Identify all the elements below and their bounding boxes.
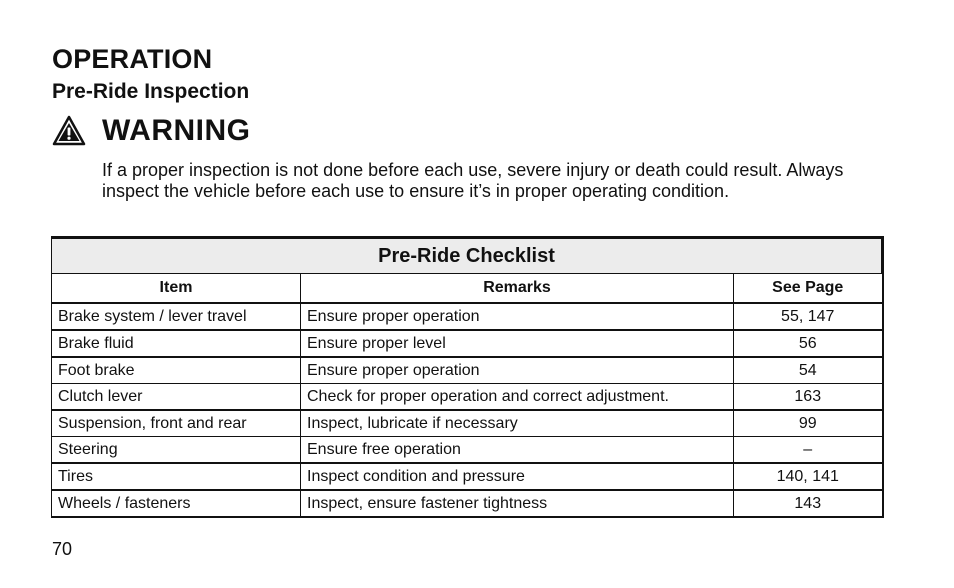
table-row: [52, 303, 883, 330]
page-number: 70: [52, 539, 73, 559]
cell-page: 55, 147: [734, 303, 883, 330]
table-row: [52, 357, 883, 384]
cell-page: 54: [734, 357, 883, 384]
column-header-see-page: See Page: [734, 274, 883, 304]
table-caption-row: [52, 238, 883, 274]
cell-item: Tires: [52, 463, 301, 490]
cell-item: Suspension, front and rear: [52, 410, 301, 437]
warning-title: WARNING: [102, 114, 251, 147]
cell-remarks: Inspect condition and pressure: [301, 463, 734, 490]
cell-remarks: Inspect, ensure fastener tightness: [301, 490, 734, 517]
cell-item: Brake system / lever travel: [52, 303, 301, 330]
cell-item: Wheels / fasteners: [52, 490, 301, 517]
cell-page: –: [734, 437, 883, 464]
cell-remarks: Ensure free operation: [301, 437, 734, 464]
table-row: [52, 330, 883, 357]
table-row: [52, 384, 883, 411]
cell-page: 143: [734, 490, 883, 517]
cell-remarks: Ensure proper operation: [301, 357, 734, 384]
table-row: [52, 463, 883, 490]
cell-item: Steering: [52, 437, 301, 464]
table-title: Pre-Ride Checklist: [52, 238, 883, 274]
column-header-remarks: Remarks: [301, 274, 734, 304]
table-row: [52, 410, 883, 437]
table-row: [52, 437, 883, 464]
cell-item: Foot brake: [52, 357, 301, 384]
cell-remarks: Ensure proper level: [301, 330, 734, 357]
table-header-row: [52, 274, 883, 304]
cell-remarks: Ensure proper operation: [301, 303, 734, 330]
cell-remarks: Check for proper operation and correct adjustment.: [301, 384, 734, 411]
subsection-title: Pre-Ride Inspection: [52, 80, 250, 103]
cell-item: Clutch lever: [52, 384, 301, 411]
table-row: [52, 490, 883, 517]
cell-page: 99: [734, 410, 883, 437]
cell-remarks: Inspect, lubricate if necessary: [301, 410, 734, 437]
warning-header: [52, 114, 251, 148]
section-title: OPERATION: [52, 44, 213, 74]
cell-page: 140, 141: [734, 463, 883, 490]
warning-text: If a proper inspection is not done before each use, severe injury or death could result. Always inspect the vehicle before each use to ensure it’s in proper operating condition.: [102, 160, 844, 201]
cell-page: 56: [734, 330, 883, 357]
cell-page: 163: [734, 384, 883, 411]
pre-ride-checklist-table: [51, 236, 884, 518]
cell-item: Brake fluid: [52, 330, 301, 357]
warning-triangle-icon: [52, 114, 86, 148]
column-header-item: Item: [52, 274, 301, 304]
